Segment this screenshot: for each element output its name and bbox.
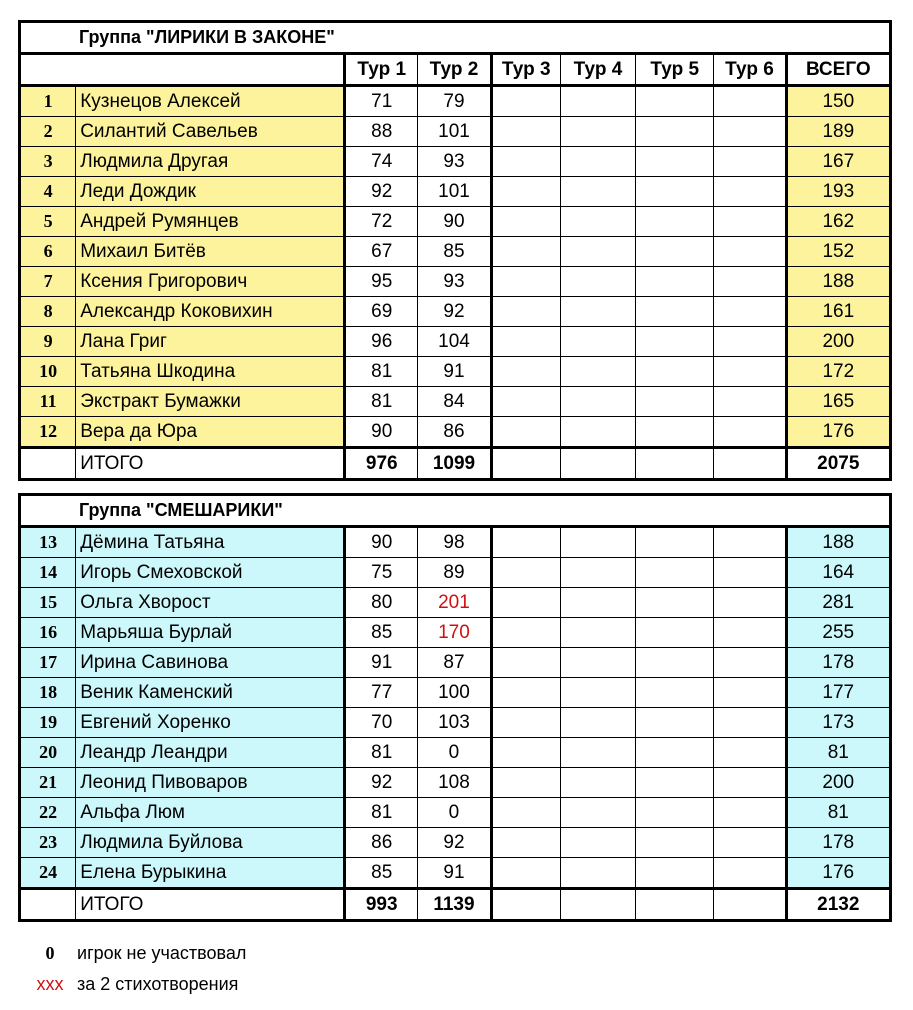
- player-name: Альфа Люм: [76, 798, 345, 828]
- score-round-1: 96: [345, 327, 418, 357]
- row-number: 3: [20, 147, 76, 177]
- score-total: 162: [786, 207, 890, 237]
- score-round-3: [491, 267, 560, 297]
- row-number: 8: [20, 297, 76, 327]
- player-name: Татьяна Шкодина: [76, 357, 345, 387]
- score-round-2: 101: [418, 117, 491, 147]
- score-round-5: [636, 648, 714, 678]
- total-round-1: 976: [345, 448, 418, 480]
- group-table-1: [18, 20, 892, 481]
- table-row: [20, 297, 891, 327]
- score-round-4: [560, 117, 635, 147]
- score-round-2: 170: [418, 618, 491, 648]
- score-round-6: [714, 558, 786, 588]
- score-round-4: [560, 648, 635, 678]
- score-round-6: [714, 527, 786, 558]
- score-round-2: 85: [418, 237, 491, 267]
- score-round-6: [714, 708, 786, 738]
- score-round-3: [491, 177, 560, 207]
- column-header-row: [20, 54, 891, 86]
- row-number: 1: [20, 86, 76, 117]
- score-round-6: [714, 798, 786, 828]
- score-round-6: [714, 267, 786, 297]
- score-round-1: 90: [345, 527, 418, 558]
- score-round-5: [636, 678, 714, 708]
- table-row: [20, 678, 891, 708]
- total-row: [20, 889, 891, 921]
- score-round-1: 85: [345, 858, 418, 889]
- score-round-3: [491, 858, 560, 889]
- score-total: 172: [786, 357, 890, 387]
- table-row: [20, 207, 891, 237]
- total-sum: 2132: [786, 889, 890, 921]
- score-round-6: [714, 86, 786, 117]
- score-round-4: [560, 738, 635, 768]
- score-round-1: 80: [345, 588, 418, 618]
- score-round-5: [636, 527, 714, 558]
- player-name: Леди Дождик: [76, 177, 345, 207]
- column-header: ВСЕГО: [786, 54, 890, 86]
- score-round-4: [560, 417, 635, 448]
- score-round-4: [560, 86, 635, 117]
- player-name: Лана Григ: [76, 327, 345, 357]
- player-name: Дёмина Татьяна: [76, 527, 345, 558]
- player-name: Людмила Другая: [76, 147, 345, 177]
- row-number: 7: [20, 267, 76, 297]
- score-round-6: [714, 618, 786, 648]
- row-number: 10: [20, 357, 76, 387]
- row-number: 12: [20, 417, 76, 448]
- score-total: 255: [786, 618, 890, 648]
- player-name: Игорь Смеховской: [76, 558, 345, 588]
- row-number: 6: [20, 237, 76, 267]
- total-round-4: [560, 448, 635, 480]
- row-number: 2: [20, 117, 76, 147]
- table-row: [20, 768, 891, 798]
- score-round-1: 86: [345, 828, 418, 858]
- score-round-2: 104: [418, 327, 491, 357]
- score-total: 200: [786, 768, 890, 798]
- score-round-4: [560, 267, 635, 297]
- score-total: 178: [786, 648, 890, 678]
- score-round-3: [491, 558, 560, 588]
- table-row: [20, 858, 891, 889]
- row-number: 18: [20, 678, 76, 708]
- score-round-2: 0: [418, 738, 491, 768]
- score-round-2: 89: [418, 558, 491, 588]
- score-round-4: [560, 678, 635, 708]
- score-round-1: 72: [345, 207, 418, 237]
- score-round-4: [560, 207, 635, 237]
- score-total: 188: [786, 267, 890, 297]
- score-round-3: [491, 237, 560, 267]
- column-header: Тур 4: [560, 54, 635, 86]
- total-blank: [20, 889, 76, 921]
- player-name: Андрей Румянцев: [76, 207, 345, 237]
- score-round-6: [714, 237, 786, 267]
- score-round-2: 91: [418, 357, 491, 387]
- score-total: 177: [786, 678, 890, 708]
- score-round-1: 91: [345, 648, 418, 678]
- score-round-3: [491, 768, 560, 798]
- score-round-4: [560, 327, 635, 357]
- table-row: [20, 86, 891, 117]
- total-round-5: [636, 448, 714, 480]
- row-number: 14: [20, 558, 76, 588]
- score-round-3: [491, 738, 560, 768]
- score-round-5: [636, 207, 714, 237]
- score-round-3: [491, 117, 560, 147]
- group-title-row: [20, 495, 891, 527]
- score-round-5: [636, 618, 714, 648]
- row-number: 9: [20, 327, 76, 357]
- score-round-6: [714, 297, 786, 327]
- score-total: 161: [786, 297, 890, 327]
- total-round-6: [714, 448, 786, 480]
- score-round-5: [636, 738, 714, 768]
- score-round-3: [491, 828, 560, 858]
- score-round-5: [636, 798, 714, 828]
- table-row: [20, 357, 891, 387]
- score-total: 178: [786, 828, 890, 858]
- score-round-2: 0: [418, 798, 491, 828]
- score-round-3: [491, 207, 560, 237]
- score-round-1: 95: [345, 267, 418, 297]
- score-total: 173: [786, 708, 890, 738]
- score-total: 150: [786, 86, 890, 117]
- score-round-1: 81: [345, 798, 418, 828]
- table-row: [20, 417, 891, 448]
- total-round-3: [491, 448, 560, 480]
- score-round-2: 84: [418, 387, 491, 417]
- score-round-4: [560, 588, 635, 618]
- legend-mark: ххх: [36, 974, 64, 994]
- column-header: Тур 2: [418, 54, 491, 86]
- group-title-row: [20, 22, 891, 54]
- table-row: [20, 828, 891, 858]
- table-row: [20, 618, 891, 648]
- score-round-6: [714, 738, 786, 768]
- score-round-2: 91: [418, 858, 491, 889]
- table-row: [20, 648, 891, 678]
- legend-text: за 2 стихотворения: [77, 974, 239, 994]
- score-round-3: [491, 86, 560, 117]
- score-round-4: [560, 558, 635, 588]
- table-row: [20, 147, 891, 177]
- score-round-6: [714, 327, 786, 357]
- legend-text: игрок не участвовал: [77, 943, 247, 963]
- row-number: 22: [20, 798, 76, 828]
- score-round-3: [491, 387, 560, 417]
- score-round-4: [560, 357, 635, 387]
- row-number: 11: [20, 387, 76, 417]
- score-round-5: [636, 267, 714, 297]
- score-total: 281: [786, 588, 890, 618]
- row-number: 16: [20, 618, 76, 648]
- player-name: Михаил Битёв: [76, 237, 345, 267]
- group-title: Группа "ЛИРИКИ В ЗАКОНЕ": [20, 22, 891, 54]
- score-round-3: [491, 648, 560, 678]
- score-round-4: [560, 527, 635, 558]
- legend-zero: [28, 943, 246, 964]
- player-name: Кузнецов Алексей: [76, 86, 345, 117]
- score-round-5: [636, 387, 714, 417]
- score-round-1: 70: [345, 708, 418, 738]
- row-number: 5: [20, 207, 76, 237]
- score-round-5: [636, 558, 714, 588]
- player-name: Силантий Савельев: [76, 117, 345, 147]
- score-round-2: 93: [418, 147, 491, 177]
- table-row: [20, 327, 891, 357]
- table-row: [20, 177, 891, 207]
- score-round-1: 92: [345, 177, 418, 207]
- score-round-6: [714, 117, 786, 147]
- legend-red: [28, 974, 238, 995]
- player-name: Марьяша Бурлай: [76, 618, 345, 648]
- score-round-3: [491, 357, 560, 387]
- score-round-2: 92: [418, 828, 491, 858]
- player-name: Елена Бурыкина: [76, 858, 345, 889]
- total-row: [20, 448, 891, 480]
- score-round-2: 86: [418, 417, 491, 448]
- score-total: 188: [786, 527, 890, 558]
- score-total: 193: [786, 177, 890, 207]
- player-name: Ольга Хворост: [76, 588, 345, 618]
- score-round-4: [560, 237, 635, 267]
- score-round-3: [491, 297, 560, 327]
- table-row: [20, 237, 891, 267]
- score-round-1: 85: [345, 618, 418, 648]
- score-total: 176: [786, 858, 890, 889]
- score-total: 200: [786, 327, 890, 357]
- score-round-5: [636, 828, 714, 858]
- player-name: Вера да Юра: [76, 417, 345, 448]
- total-round-3: [491, 889, 560, 921]
- score-round-5: [636, 588, 714, 618]
- player-name: Людмила Буйлова: [76, 828, 345, 858]
- score-round-6: [714, 768, 786, 798]
- score-round-2: 101: [418, 177, 491, 207]
- player-name: Александр Коковихин: [76, 297, 345, 327]
- score-round-1: 81: [345, 738, 418, 768]
- player-name: Экстракт Бумажки: [76, 387, 345, 417]
- score-round-4: [560, 387, 635, 417]
- player-name: Леандр Леандри: [76, 738, 345, 768]
- score-round-1: 81: [345, 357, 418, 387]
- total-sum: 2075: [786, 448, 890, 480]
- score-round-4: [560, 618, 635, 648]
- score-total: 189: [786, 117, 890, 147]
- score-round-2: 201: [418, 588, 491, 618]
- row-number: 24: [20, 858, 76, 889]
- column-header: Тур 6: [714, 54, 786, 86]
- score-round-4: [560, 177, 635, 207]
- score-round-4: [560, 798, 635, 828]
- score-round-2: 79: [418, 86, 491, 117]
- score-round-2: 87: [418, 648, 491, 678]
- score-round-5: [636, 297, 714, 327]
- score-round-5: [636, 417, 714, 448]
- score-total: 176: [786, 417, 890, 448]
- score-round-3: [491, 678, 560, 708]
- row-number: 21: [20, 768, 76, 798]
- score-round-6: [714, 648, 786, 678]
- score-round-1: 90: [345, 417, 418, 448]
- score-round-5: [636, 86, 714, 117]
- group-title: Группа "СМЕШАРИКИ": [20, 495, 891, 527]
- score-total: 165: [786, 387, 890, 417]
- column-header-blank: [20, 54, 345, 86]
- row-number: 17: [20, 648, 76, 678]
- score-round-3: [491, 527, 560, 558]
- score-round-5: [636, 177, 714, 207]
- score-round-1: 69: [345, 297, 418, 327]
- score-round-1: 81: [345, 387, 418, 417]
- table-row: [20, 117, 891, 147]
- score-round-5: [636, 327, 714, 357]
- row-number: 19: [20, 708, 76, 738]
- score-round-5: [636, 117, 714, 147]
- score-round-2: 90: [418, 207, 491, 237]
- player-name: Ирина Савинова: [76, 648, 345, 678]
- score-round-6: [714, 357, 786, 387]
- score-round-2: 103: [418, 708, 491, 738]
- score-round-6: [714, 147, 786, 177]
- score-round-6: [714, 417, 786, 448]
- total-blank: [20, 448, 76, 480]
- score-round-2: 92: [418, 297, 491, 327]
- group-table-2: [18, 493, 892, 922]
- score-round-6: [714, 828, 786, 858]
- player-name: Евгений Хоренко: [76, 708, 345, 738]
- score-round-2: 98: [418, 527, 491, 558]
- score-total: 152: [786, 237, 890, 267]
- score-round-5: [636, 357, 714, 387]
- score-round-4: [560, 828, 635, 858]
- score-round-6: [714, 588, 786, 618]
- score-round-3: [491, 417, 560, 448]
- score-total: 81: [786, 738, 890, 768]
- score-round-4: [560, 147, 635, 177]
- score-round-6: [714, 207, 786, 237]
- score-round-5: [636, 858, 714, 889]
- score-round-5: [636, 768, 714, 798]
- score-round-4: [560, 708, 635, 738]
- score-round-6: [714, 858, 786, 889]
- player-name: Веник Каменский: [76, 678, 345, 708]
- score-round-6: [714, 387, 786, 417]
- score-round-3: [491, 798, 560, 828]
- row-number: 4: [20, 177, 76, 207]
- score-round-2: 108: [418, 768, 491, 798]
- score-round-1: 75: [345, 558, 418, 588]
- score-round-1: 77: [345, 678, 418, 708]
- player-name: Леонид Пивоваров: [76, 768, 345, 798]
- row-number: 20: [20, 738, 76, 768]
- score-round-1: 71: [345, 86, 418, 117]
- table-row: [20, 738, 891, 768]
- score-round-3: [491, 708, 560, 738]
- total-round-4: [560, 889, 635, 921]
- total-label: ИТОГО: [76, 889, 345, 921]
- score-total: 164: [786, 558, 890, 588]
- table-row: [20, 798, 891, 828]
- table-row: [20, 527, 891, 558]
- table-row: [20, 708, 891, 738]
- score-round-1: 74: [345, 147, 418, 177]
- total-round-6: [714, 889, 786, 921]
- table-row: [20, 558, 891, 588]
- row-number: 15: [20, 588, 76, 618]
- score-round-4: [560, 858, 635, 889]
- total-label: ИТОГО: [76, 448, 345, 480]
- score-round-3: [491, 327, 560, 357]
- score-round-3: [491, 147, 560, 177]
- total-round-5: [636, 889, 714, 921]
- total-round-2: 1099: [418, 448, 491, 480]
- row-number: 13: [20, 527, 76, 558]
- score-round-6: [714, 177, 786, 207]
- score-round-5: [636, 147, 714, 177]
- score-total: 167: [786, 147, 890, 177]
- score-round-6: [714, 678, 786, 708]
- total-round-1: 993: [345, 889, 418, 921]
- score-total: 81: [786, 798, 890, 828]
- score-round-5: [636, 237, 714, 267]
- score-round-1: 67: [345, 237, 418, 267]
- table-row: [20, 267, 891, 297]
- score-round-3: [491, 618, 560, 648]
- score-round-5: [636, 708, 714, 738]
- column-header: Тур 1: [345, 54, 418, 86]
- score-round-4: [560, 297, 635, 327]
- score-round-1: 88: [345, 117, 418, 147]
- row-number: 23: [20, 828, 76, 858]
- score-round-3: [491, 588, 560, 618]
- table-row: [20, 387, 891, 417]
- table-row: [20, 588, 891, 618]
- total-round-2: 1139: [418, 889, 491, 921]
- column-header: Тур 3: [491, 54, 560, 86]
- score-round-1: 92: [345, 768, 418, 798]
- score-round-2: 93: [418, 267, 491, 297]
- player-name: Ксения Григорович: [76, 267, 345, 297]
- score-round-4: [560, 768, 635, 798]
- score-round-2: 100: [418, 678, 491, 708]
- column-header: Тур 5: [636, 54, 714, 86]
- legend-mark: 0: [45, 943, 55, 963]
